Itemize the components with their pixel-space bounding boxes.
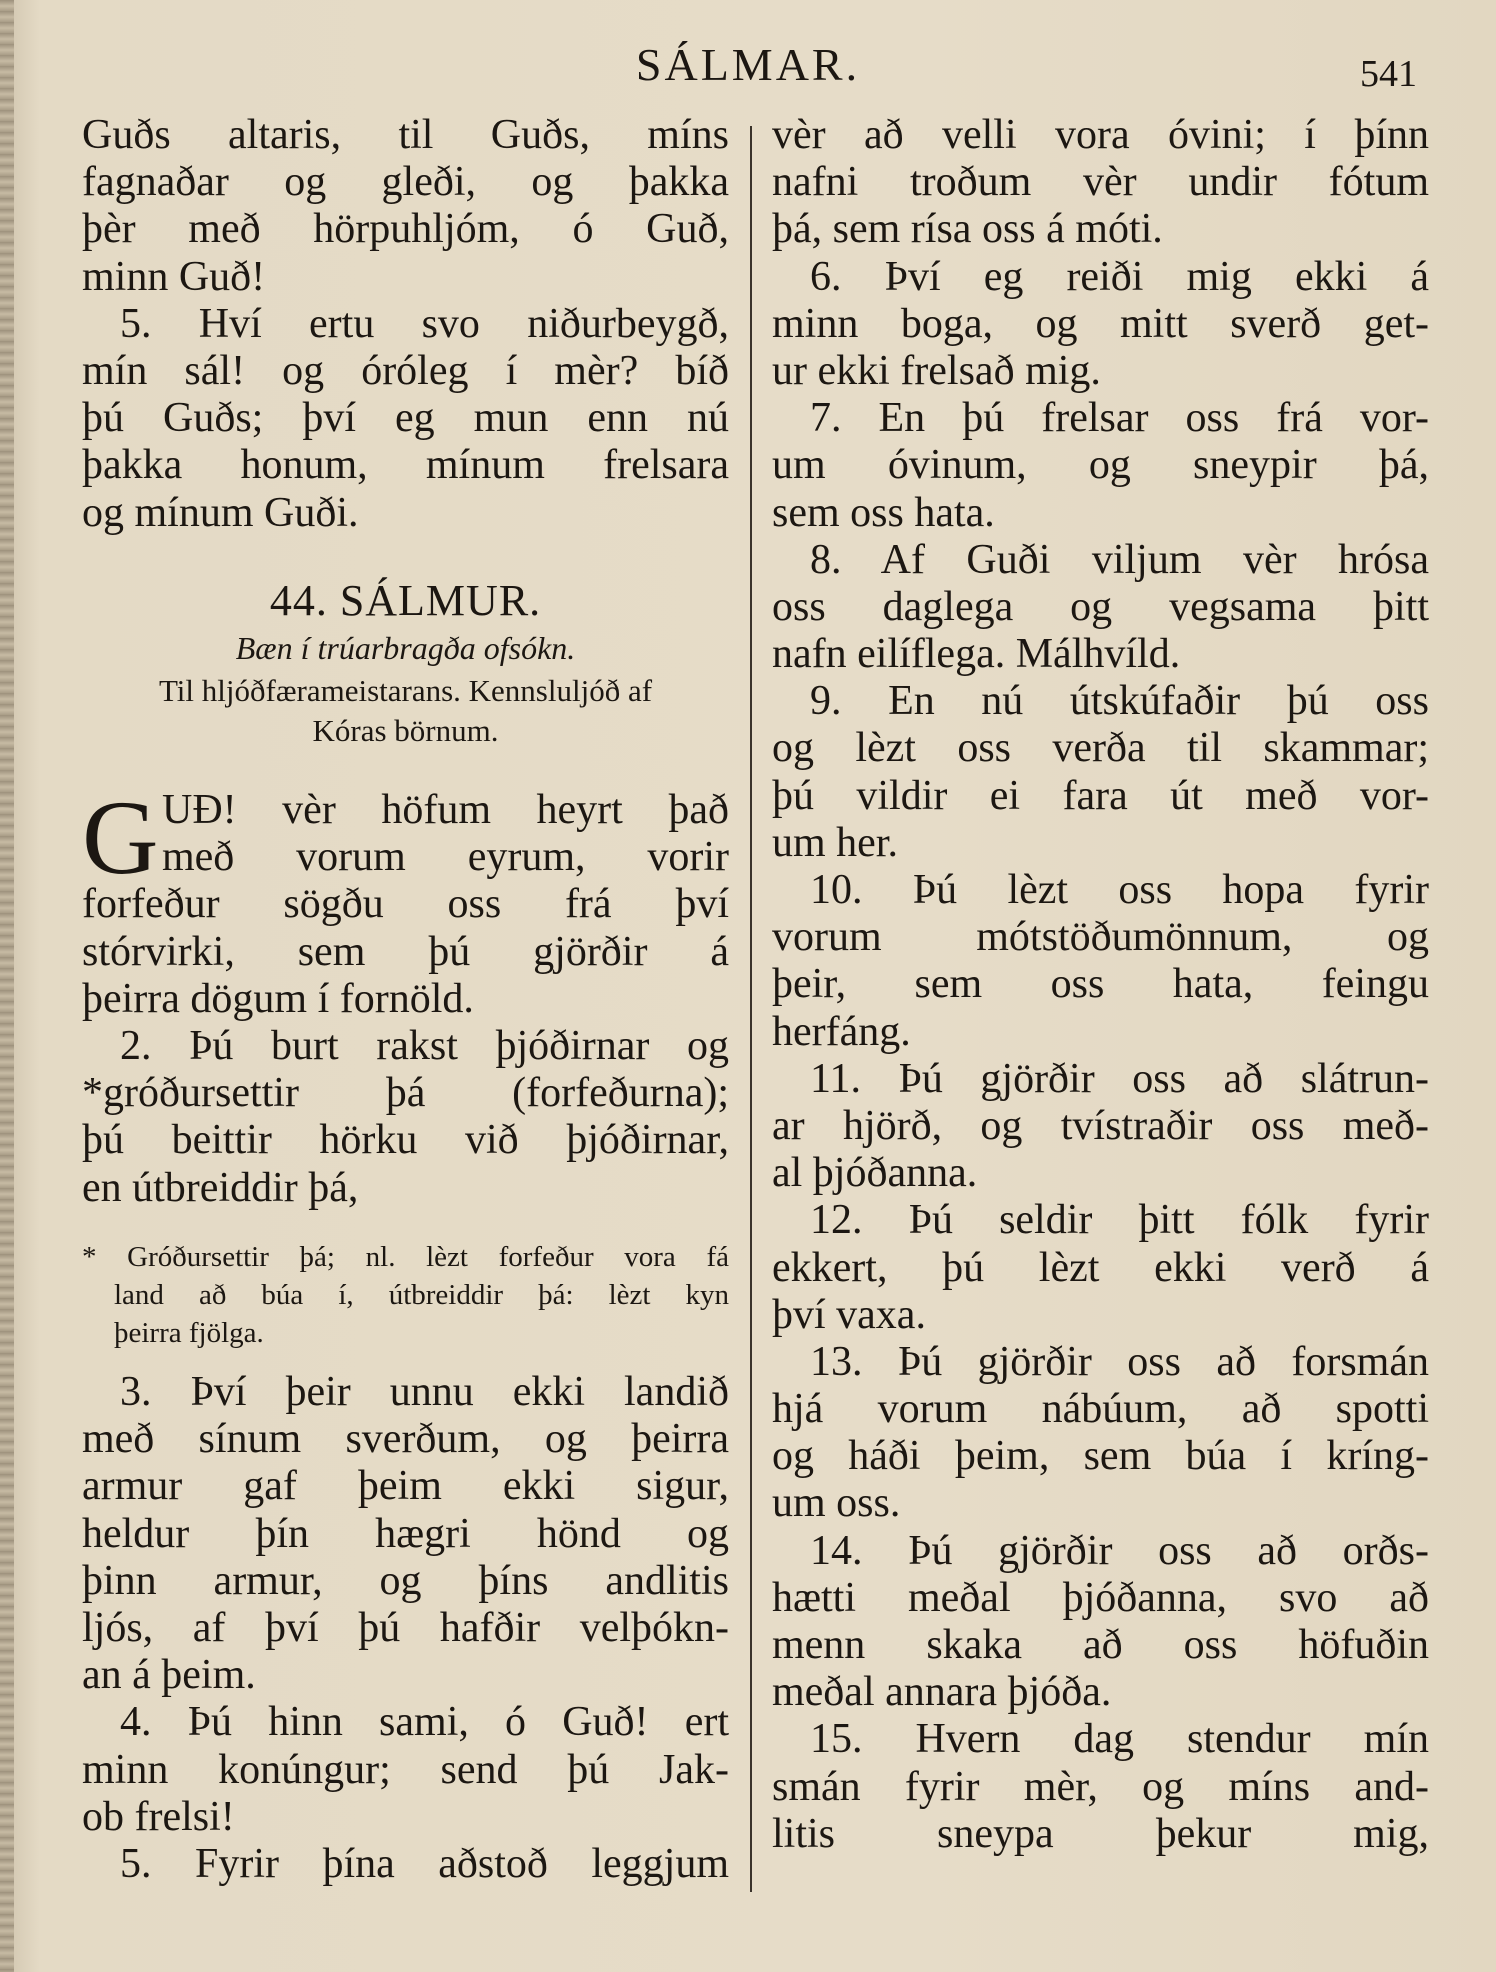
text-line: forfeður sögðu oss frá því [82,881,729,928]
text-line: með vorum eyrum, vorir [162,834,729,881]
text-line: vèr að velli vora óvini; í þínn [772,112,1429,158]
psalm-intro-line: Til hljóðfærameistarans. Kennsluljóð af [158,673,653,708]
text-line: litis sneypa þekur mig, [772,1810,1429,1857]
text-line: fagnaðar og gleði, og þakka [82,159,729,206]
text-line: oss daglega og vegsama þitt [772,583,1429,630]
text-line: vorum mótstöðumönnum, og [772,914,1429,961]
text-line: *gróðursettir þá (forfeðurna); [82,1070,729,1117]
page-number: 541 [1360,53,1417,95]
text-line: um óvinum, og sneypir þá, [772,442,1429,489]
text-line: Guðs altaris, til Guðs, míns [82,112,729,158]
paragraph [772,1056,1429,1198]
right-column [772,112,1429,1858]
verses [82,779,729,1212]
text-line: um oss. [772,1480,901,1527]
text-line: 7. En þú frelsar oss frá vor- [810,395,1429,442]
text-line: 15. Hvern dag stendur mín [810,1716,1429,1763]
text-line: meðal annara þjóða. [772,1669,1112,1716]
text-line: al þjóðanna. [772,1150,978,1197]
paragraph [772,537,1429,679]
text-line: minn Guð! [82,253,266,300]
psalm-subtitle: Bæn í trúarbragða ofsókn. [235,630,576,666]
text-line: þeir, sem oss hata, feingu [772,961,1429,1008]
paragraph [772,1197,1429,1339]
paragraph [82,1699,729,1841]
text-line: minn boga, og mitt sverð get- [772,300,1429,347]
text-line: smán fyrir mèr, og míns and- [772,1763,1429,1810]
left-column-block-3 [82,1369,729,1888]
text-line: mín sál! og óróleg í mèr? bíð [82,347,729,394]
text-line: um her. [772,819,898,866]
book-binding-edge [0,0,14,1972]
text-line: ekkert, þú lèzt ekki verð á [772,1244,1429,1291]
text-line: stórvirki, sem þú gjörðir á [82,928,729,975]
psalm-intro-line: Kóras börnum. [312,713,499,748]
paragraph [772,678,1429,867]
text-line: nafn eilíflega. Málhvíld. [772,631,1181,678]
text-line: 9. En nú útskúfaðir þú oss [810,678,1429,725]
paragraph [772,254,1429,396]
footnote-line: land að búa í, útbreiddir þá: lèzt kyn [114,1279,729,1311]
text-line: ob frelsi! [82,1793,235,1840]
text-line: 5. Fyrir þína aðstoð leggjum [120,1840,729,1887]
paragraph [772,112,1429,254]
text-line: þeirra dögum í fornöld. [82,975,474,1022]
text-line: en útbreiddir þá, [82,1164,359,1211]
text-line: 8. Af Guði viljum vèr hrósa [810,536,1429,583]
paragraph [82,301,729,537]
text-line: þinn armur, og þíns andlitis [82,1557,729,1604]
text-line: 11. Þú gjörðir oss að slátrun- [810,1055,1429,1102]
drop-cap: G [82,779,159,896]
text-line: 12. Þú seldir þitt fólk fyrir [810,1197,1429,1244]
text-line: þú vildir ei fara út með vor- [772,772,1429,819]
text-line: hætti meðal þjóðanna, svo að [772,1574,1429,1621]
text-line: þakka honum, mínum frelsara [82,442,729,489]
text-line: þá, sem rísa oss á móti. [772,206,1163,253]
text-line: menn skaka að oss höfuðin [772,1622,1429,1668]
text-line: þèr með hörpuhljóm, ó Guð, [82,206,729,253]
paragraph [772,1528,1429,1717]
paragraph [772,395,1429,537]
left-column-block-1 [82,112,729,537]
text-line: þú beittir hörku við þjóðirnar, [82,1117,729,1164]
text-line: 4. Þú hinn sami, ó Guð! ert [120,1699,729,1746]
text-line: ur ekki frelsað mig. [772,347,1101,394]
text-line: því vaxa. [772,1291,926,1338]
text-line: ljós, af því þú hafðir velþókn- [82,1604,729,1651]
psalm-title: 44. SÁLMUR. [269,576,542,625]
text-line: 2. Þú burt rakst þjóðirnar og [120,1022,729,1069]
paragraph [772,867,1429,1056]
paragraph [772,1339,1429,1528]
text-line: nafni troðum vèr undir fótum [772,159,1429,206]
text-line: 3. Því þeir unnu ekki landið [120,1369,729,1415]
column-divider [750,126,752,1892]
text-line: ar hjörð, og tvístraðir oss með- [772,1102,1429,1149]
text-line: herfáng. [772,1008,911,1055]
paragraph [82,1841,729,1888]
text-line: þú Guðs; því eg mun enn nú [82,395,729,442]
text-line: og lèzt oss verða til skammar; [772,725,1429,772]
footnote-line: * Gróðursettir þá; nl. lèzt forfeður vora fá [82,1241,729,1273]
text-line: 6. Því eg reiði mig ekki á [810,253,1429,300]
footnote [82,1238,729,1352]
text-line: an á þeim. [82,1652,256,1699]
left-column-block-2 [82,779,729,1212]
text-line: og háði þeim, sem búa í kríng- [772,1433,1429,1480]
running-header: SÁLMAR. [635,39,861,90]
paragraph [82,779,729,1023]
psalm-heading [82,575,729,751]
footnote-line: þeirra fjölga. [114,1317,264,1349]
text-line: 14. Þú gjörðir oss að orðs- [810,1527,1429,1574]
text-line: UÐ! vèr höfum heyrt það [162,787,729,833]
paragraph [772,1716,1429,1858]
text-line: með sínum sverðum, og þeirra [82,1416,729,1463]
text-line: hjá vorum nábúum, að spotti [772,1386,1429,1433]
paragraph [82,112,729,301]
paragraph [82,1369,729,1699]
paragraph [82,1023,729,1212]
text-line: armur gaf þeim ekki sigur, [82,1463,729,1510]
text-line: heldur þín hægri hönd og [82,1510,729,1557]
text-line: 10. Þú lèzt oss hopa fyrir [810,867,1429,913]
text-line: 5. Hví ertu svo niðurbeygð, [120,300,729,347]
text-line: og mínum Guði. [82,489,359,536]
text-line: 13. Þú gjörðir oss að forsmán [810,1338,1429,1385]
text-line: minn konúngur; send þú Jak- [82,1746,729,1793]
text-line: sem oss hata. [772,489,995,536]
